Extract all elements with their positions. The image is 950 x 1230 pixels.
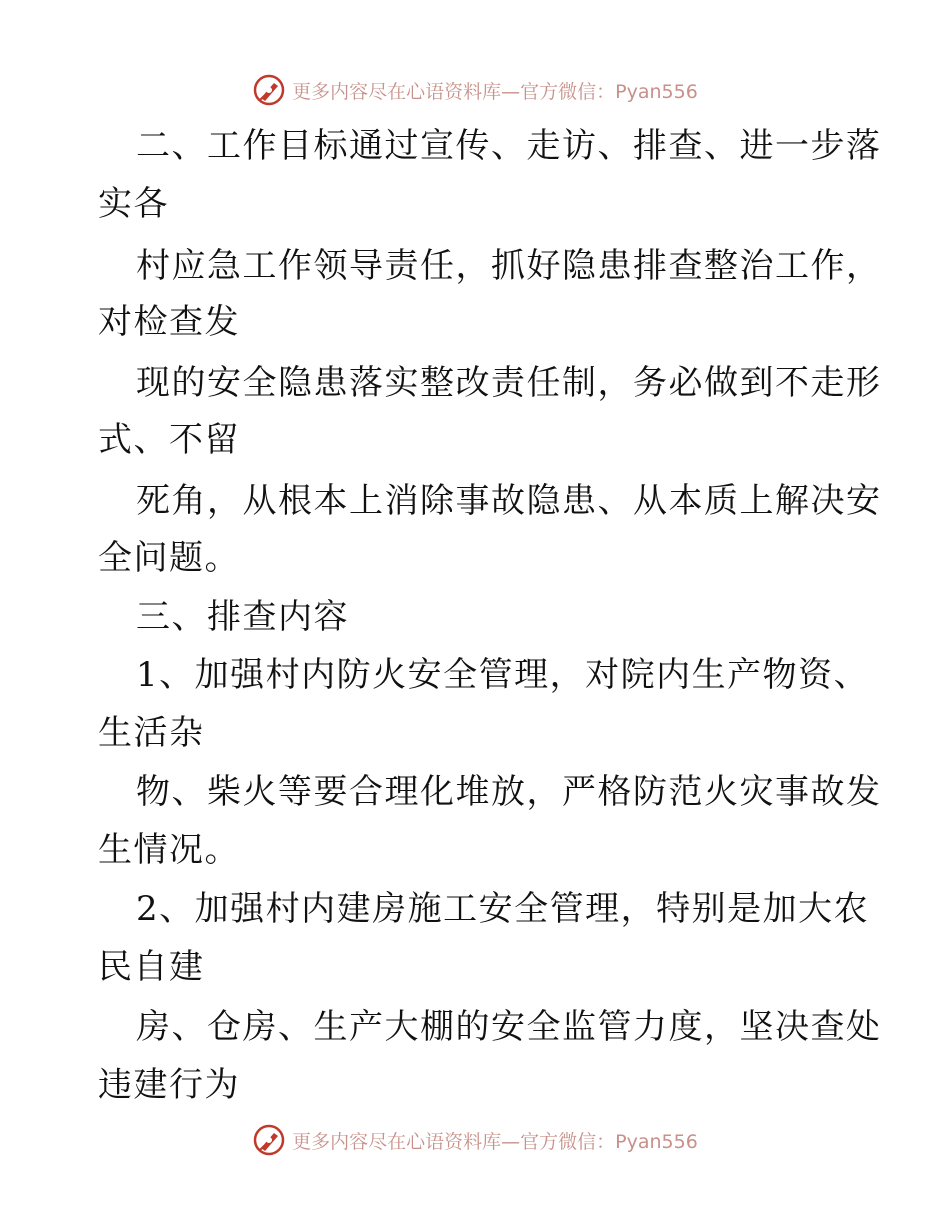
body-line: 对检查发 <box>98 302 240 342</box>
body-line: 全问题。 <box>98 538 240 578</box>
footer-watermark-banner <box>0 1120 950 1160</box>
body-line: 1、加强村内防火安全管理，对院内生产物资、 <box>136 655 870 695</box>
body-line: 生情况。 <box>98 830 240 870</box>
pen-logo-icon <box>252 73 286 107</box>
body-line: 房、仓房、生产大棚的安全监管力度，坚决查处 <box>136 1007 882 1047</box>
body-line: 实各 <box>98 184 169 224</box>
body-line: 物、柴火等要合理化堆放，严格防范火灾事故发 <box>136 772 882 812</box>
body-line: 式、不留 <box>98 420 240 460</box>
body-line: 死角，从根本上消除事故隐患、从本质上解决安 <box>136 481 882 521</box>
body-line: 现的安全隐患落实整改责任制，务必做到不走形 <box>136 363 882 403</box>
footer-watermark-text: 更多内容尽在心语资料库—官方微信：Pyan556 <box>292 1130 698 1153</box>
header-watermark-banner <box>0 70 950 110</box>
body-line: 民自建 <box>98 947 205 987</box>
body-line: 二、工作目标通过宣传、走访、排查、进一步落 <box>136 126 882 166</box>
body-line: 2、加强村内建房施工安全管理，特别是加大农 <box>136 889 870 929</box>
pen-logo-icon <box>252 1123 286 1157</box>
body-line: 生活杂 <box>98 713 205 753</box>
body-line: 村应急工作领导责任，抓好隐患排查整治工作， <box>136 246 882 286</box>
body-line: 违建行为 <box>98 1065 240 1105</box>
header-watermark-text: 更多内容尽在心语资料库—官方微信：Pyan556 <box>292 80 698 103</box>
body-line: 三、排查内容 <box>136 597 349 637</box>
